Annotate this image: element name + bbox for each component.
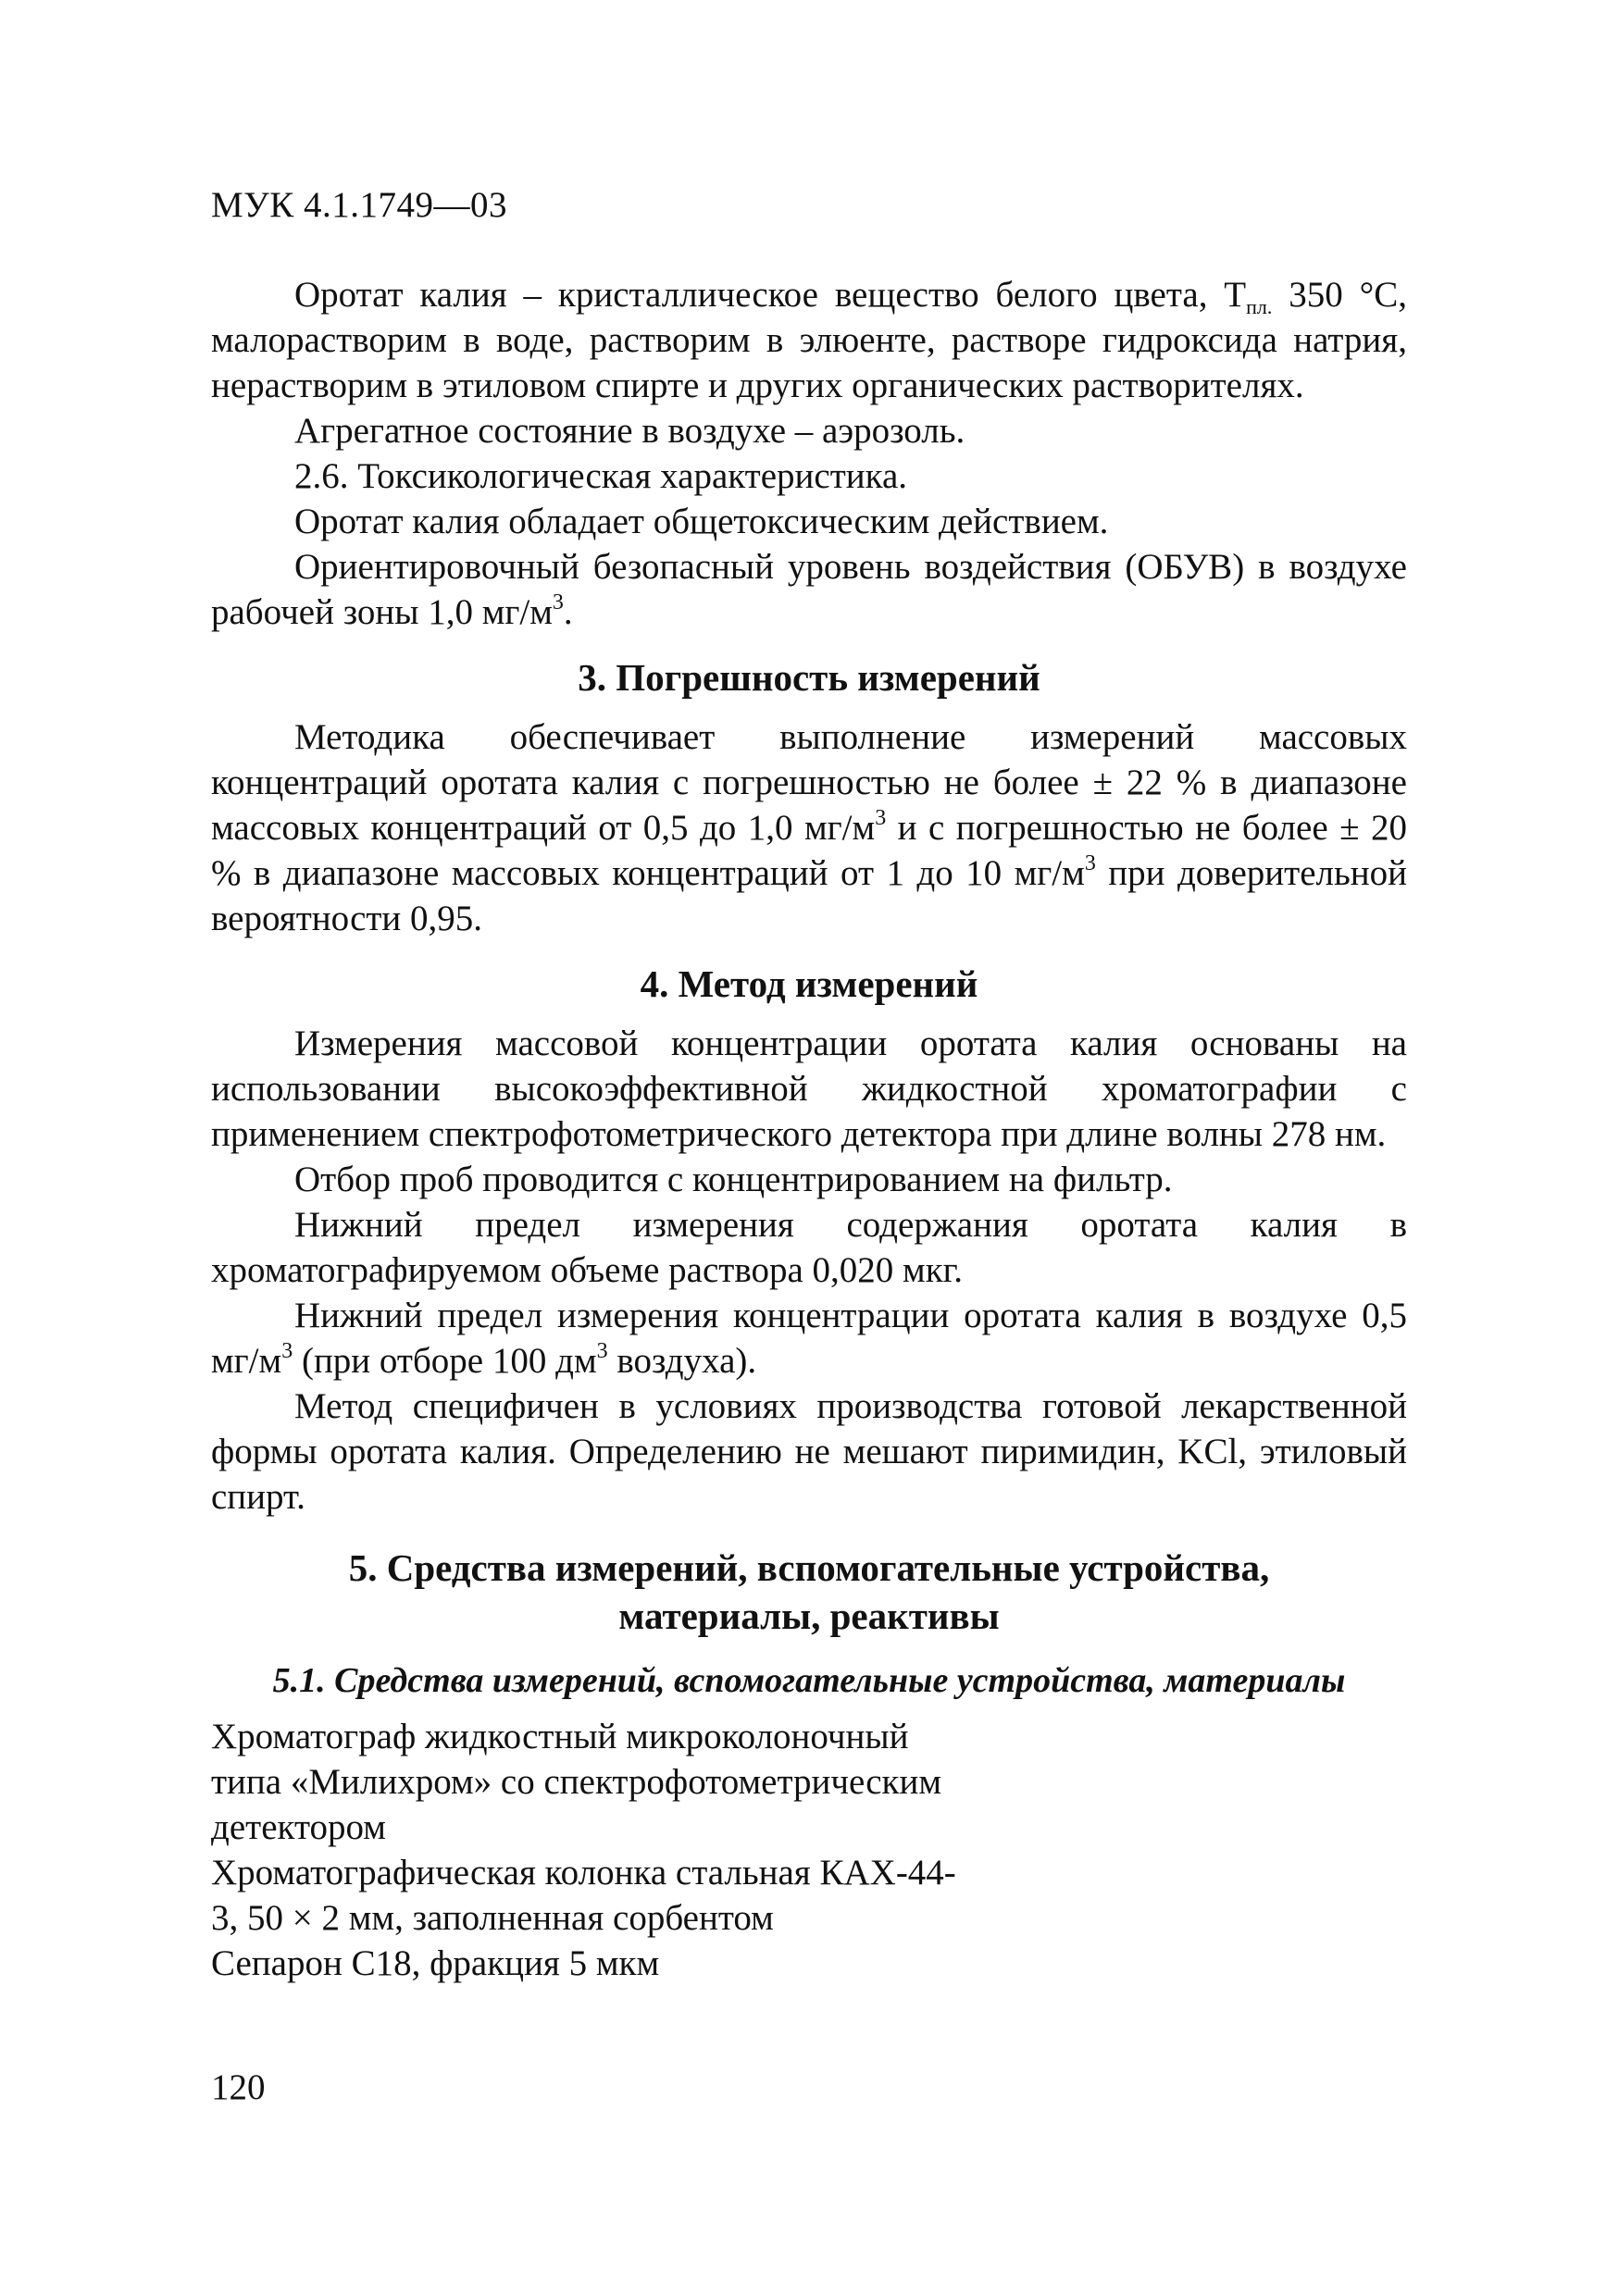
paragraph-lower-limit: Нижний предел измерения содержания оротата калия в хроматографируемом объеме раствора 0,020 мкг. [211,1205,1407,1290]
body-text [211,272,1407,1986]
list-line: Сепарон С18, фракция 5 мкм [211,1943,660,1983]
text-span: . [563,592,573,632]
superscript: 3 [281,1339,293,1363]
paragraph-properties [211,272,1407,408]
running-title: МУК 4.1.1749—03 [211,185,508,225]
subscript: пл. [1246,295,1273,318]
list-line: типа «Милихром» со спектрофотометрическим [211,1762,942,1802]
text-span: Нижний предел измерения концентрации оротата калия в воздухе 0,5 мг/м [211,1296,1407,1381]
text-span: Методика обеспечивает выполнение измерений массовых концентраций оротата калия с погрешностью не более ± 22 % в диапазоне массовых концентраций от 0,5 до 1,0 мг/м [211,717,1407,848]
paragraph-method: Измерения массовой концентрации оротата калия основаны на использовании высокоэффективной жидкостной хроматографии с применением спектрофотометрического детектора при длине волны 278 нм. [211,1024,1407,1154]
paragraph-toxicity: Оротат калия обладает общетоксическим действием. [294,502,1109,541]
text-span: и с погрешностью не более ± 20 % в диапазоне массовых концентраций от 1 до 10 мг/м [211,808,1407,893]
paragraph-specificity: Метод специфичен в условиях производства готовой лекарственной формы оротата калия. Определению не мешают пиримидин, KCl, этиловый спирт. [211,1386,1407,1517]
section-title-error: 3. Погрешность измерений [578,656,1040,699]
text-span: (при отборе 100 дм [293,1341,597,1381]
title-line: 5. Средства измерений, вспомогательные устройства, [348,1546,1270,1589]
section-title-method: 4. Метод измерений [640,962,978,1005]
paragraph-error [211,714,1407,941]
text-span: Оротат калия – кристаллическое вещество белого цвета, Т [294,275,1247,315]
paragraph-obuv [211,544,1407,635]
text-span: Ориентировочный безопасный уровень воздействия (ОБУВ) в воздухе рабочей зоны 1,0 мг/м [211,547,1407,632]
superscript: 3 [875,806,887,830]
superscript: 3 [596,1339,608,1363]
title-line: материалы, реактивы [618,1595,1000,1637]
text-span: при доверительной вероятности 0,95. [211,853,1407,938]
equipment-list [211,1714,1026,1986]
subsection-title: 5.1. Средства измерений, вспомогательные устройства, материалы [272,1661,1346,1700]
text-span: воздуха). [607,1341,757,1381]
page-number: 120 [211,2067,266,2107]
list-line: детектором [211,1807,386,1847]
text-span: 350 °С, малорастворим в воде, растворим в элюенте, растворе гидроксида натрия, нерастворим в этиловом спирте и других органических растворителях. [211,275,1408,405]
section-title-instruments [211,1544,1407,1640]
list-line: Хроматограф жидкостный микроколоночный [211,1717,909,1756]
paragraph-sampling: Отбор проб проводится с концентрированием на фильтр. [294,1160,1173,1199]
paragraph-toxicology-heading: 2.6. Токсикологическая характеристика. [294,456,908,496]
list-line: 3, 50 × 2 мм, заполненная сорбентом [211,1898,774,1938]
paragraph-aggregate-state: Агрегатное состояние в воздухе – аэрозоль. [294,411,965,451]
superscript: 3 [1084,851,1096,875]
list-line: Хроматографическая колонка стальная КАХ-44- [211,1853,956,1893]
paragraph-air-limit [211,1293,1407,1384]
superscript: 3 [552,590,564,614]
